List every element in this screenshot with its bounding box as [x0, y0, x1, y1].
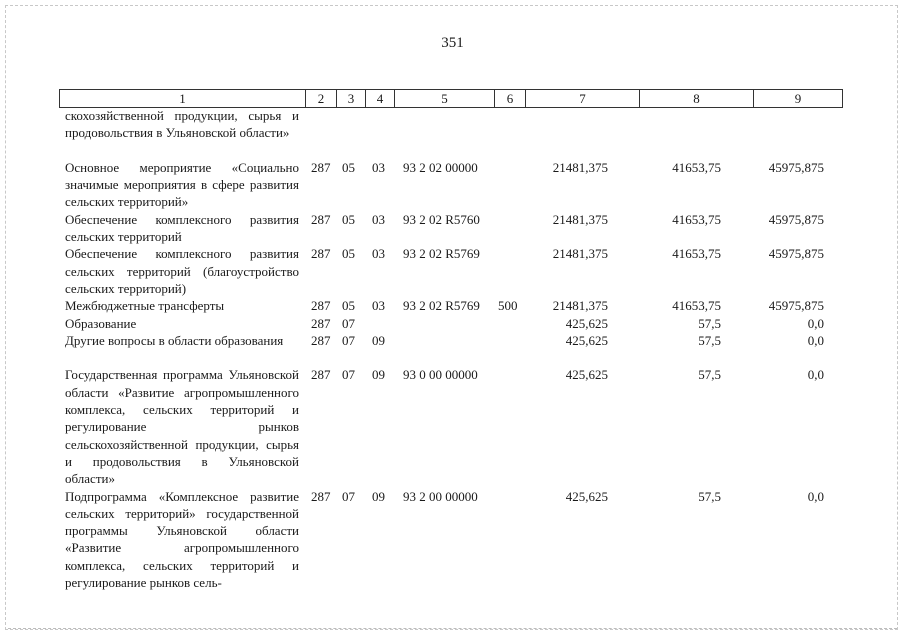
table-row: [0, 107, 905, 159]
row-amount-col7: 21481,375: [552, 159, 608, 175]
row-code-section: 05: [342, 211, 355, 227]
row-code-section: 07: [342, 332, 355, 348]
row-amount-col7: 21481,375: [552, 211, 608, 227]
page-number: 351: [441, 35, 464, 51]
table-row: [0, 332, 905, 367]
column-header-row: [60, 90, 843, 108]
row-code-subsection: 03: [372, 211, 385, 227]
row-code-section: 05: [342, 298, 355, 314]
row-amount-col8: 57,5: [698, 367, 721, 383]
row-amount-col9: 45975,875: [768, 211, 824, 227]
row-name: Государственная программа Ульяновской области «Развитие агропромышленного комплекса, сельских территорий и регулирование рынков сельскохозяйственной продукции, сырья и продовольствия в Ульяновской области»: [65, 367, 299, 487]
budget-table-body: [0, 107, 905, 591]
row-name: Образование: [65, 315, 137, 331]
row-amount-col9: 0,0: [807, 488, 824, 504]
row-amount-col8: 57,5: [698, 488, 721, 504]
row-amount-col7: 21481,375: [552, 246, 608, 262]
column-header-7: 7: [526, 90, 640, 108]
column-header-2: 2: [306, 90, 337, 108]
column-header-9: 9: [754, 90, 843, 108]
row-code-admin: 287: [311, 488, 331, 504]
row-amount-col7: 425,625: [565, 315, 608, 331]
column-header-1: 1: [60, 90, 306, 108]
row-code-target: 93 2 02 R5760: [403, 211, 480, 227]
row-amount-col8: 41653,75: [672, 159, 721, 175]
row-code-subsection: 03: [372, 246, 385, 262]
column-header-5: 5: [395, 90, 495, 108]
row-name: Обеспечение комплексного развития сельских территорий (благоустройство сельских территорий): [65, 246, 299, 296]
row-code-subsection: 03: [372, 298, 385, 314]
column-header-table: [59, 89, 843, 108]
row-amount-col9: 45975,875: [768, 298, 824, 314]
row-code-target: 93 2 00 00000: [403, 488, 478, 504]
row-amount-col9: 45975,875: [768, 246, 824, 262]
row-code-target: 93 0 00 00000: [403, 367, 478, 383]
row-code-target: 93 2 02 00000: [403, 159, 478, 175]
row-code-admin: 287: [311, 246, 331, 262]
row-name: Подпрограмма «Комплексное развитие сельских территорий» государственной программы Ульяновской области «Развитие агропромышленного комплекса, сельских территорий и регулирование рынков сель-: [65, 488, 299, 591]
row-name: Обеспечение комплексного развития сельских территорий: [65, 211, 299, 245]
table-row: [0, 245, 905, 297]
row-amount-col9: 45975,875: [768, 159, 824, 175]
row-name: скохозяйственной продукции, сырья и продовольствия в Ульяновской области»: [65, 108, 299, 141]
row-code-section: 05: [342, 159, 355, 175]
table-row: [0, 211, 905, 246]
row-code-admin: 287: [311, 211, 331, 227]
row-amount-col7: 425,625: [565, 488, 608, 504]
row-code-section: 07: [342, 488, 355, 504]
row-code-admin: 287: [311, 159, 331, 175]
row-amount-col8: 41653,75: [672, 298, 721, 314]
table-row: [0, 159, 905, 211]
row-code-target: 93 2 02 R5769: [403, 298, 480, 314]
table-row: [0, 488, 905, 592]
row-code-admin: 287: [311, 298, 331, 314]
row-amount-col9: 0,0: [807, 315, 824, 331]
row-name: Межбюджетные трансферты: [65, 298, 225, 314]
table-row: [0, 366, 905, 487]
row-code-subsection: 09: [372, 488, 385, 504]
row-amount-col8: 57,5: [698, 315, 721, 331]
row-name: Основное мероприятие «Социально значимые мероприятия в сфере развития сельских территорий»: [65, 159, 299, 210]
column-header-3: 3: [337, 90, 366, 108]
column-header-4: 4: [366, 90, 395, 108]
row-name: Другие вопросы в области образования: [65, 332, 284, 348]
row-code-section: 07: [342, 367, 355, 383]
row-amount-col8: 57,5: [698, 332, 721, 348]
row-amount-col9: 0,0: [807, 367, 824, 383]
row-code-admin: 287: [311, 315, 331, 331]
row-code-target: 93 2 02 R5769: [403, 246, 480, 262]
row-amount-col8: 41653,75: [672, 211, 721, 227]
row-code-subsection: 09: [372, 332, 385, 348]
row-amount-col8: 41653,75: [672, 246, 721, 262]
row-code-expense-type: 500: [498, 298, 518, 314]
row-amount-col9: 0,0: [807, 332, 824, 348]
row-amount-col7: 425,625: [565, 367, 608, 383]
column-header-8: 8: [640, 90, 754, 108]
row-amount-col7: 425,625: [565, 332, 608, 348]
row-code-admin: 287: [311, 367, 331, 383]
page-bottom-edge: [8, 628, 897, 629]
column-header-6: 6: [495, 90, 526, 108]
row-code-admin: 287: [311, 332, 331, 348]
table-row: [0, 297, 905, 314]
row-code-subsection: 09: [372, 367, 385, 383]
table-row: [0, 315, 905, 332]
row-code-section: 07: [342, 315, 355, 331]
row-code-subsection: 03: [372, 159, 385, 175]
row-code-section: 05: [342, 246, 355, 262]
row-amount-col7: 21481,375: [552, 298, 608, 314]
